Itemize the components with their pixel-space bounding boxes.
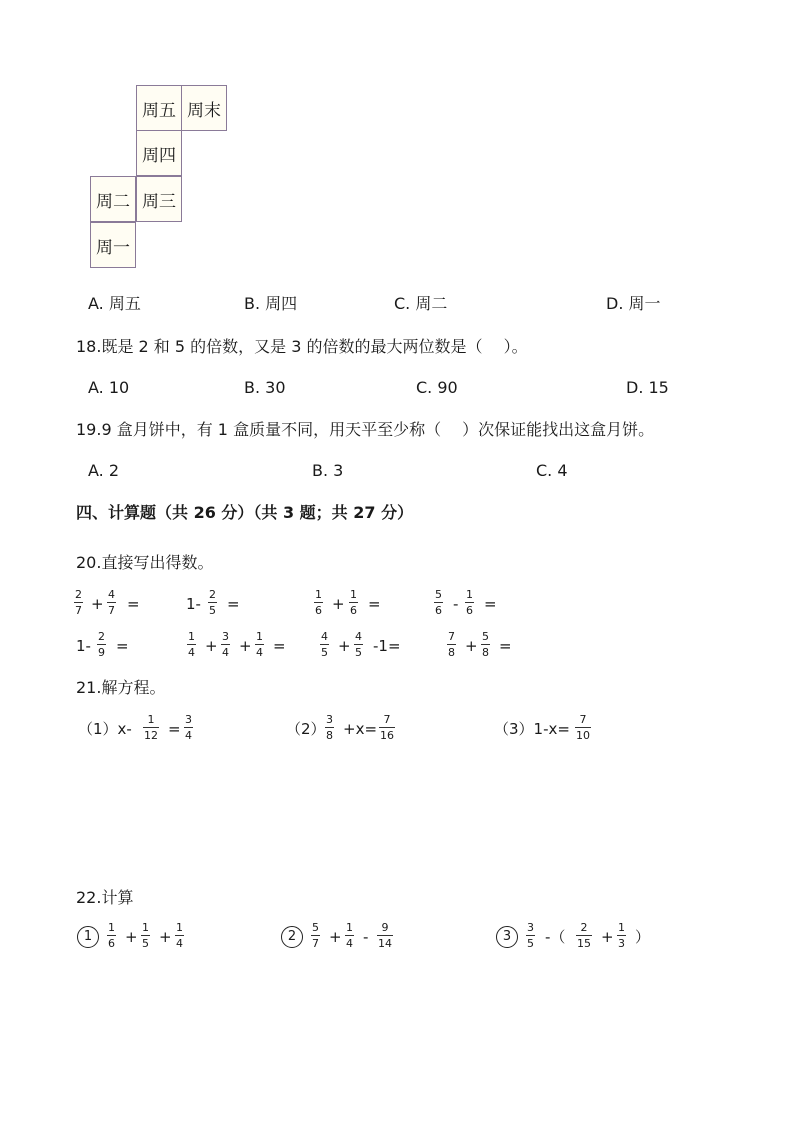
tail-text: -1= [373, 637, 401, 655]
fraction: 5 8 [482, 630, 489, 659]
q18-stem: 18.既是 2 和 5 的倍数，又是 3 的倍数的最大两位数是（ ）。 [76, 337, 528, 356]
fraction: 9 14 [378, 921, 392, 950]
fraction: 3 5 [527, 921, 534, 950]
net-cell-tue: 周二 [90, 176, 136, 222]
net-cell-mon: 周一 [90, 222, 136, 268]
q22-title: 22.计算 [76, 888, 134, 907]
net-cell-weekend: 周末 [181, 85, 227, 131]
close-paren: ） [635, 928, 651, 946]
equals-sign: = [484, 595, 497, 613]
q17-option-b[interactable]: B. 周四 [244, 294, 298, 313]
equation-label: （1）x- [78, 720, 132, 738]
equals-sign: = [273, 637, 286, 655]
fraction: 3 8 [326, 713, 333, 742]
fraction: 3 4 [222, 630, 229, 659]
operator: + [239, 637, 252, 655]
q17-option-d[interactable]: D. 周一 [606, 294, 661, 313]
equals-sign: = [168, 720, 181, 738]
fraction: 4 5 [355, 630, 362, 659]
q17-option-a[interactable]: A. 周五 [88, 294, 141, 313]
equals-sign: = [368, 595, 381, 613]
operator: + [125, 928, 138, 946]
fraction: 7 16 [380, 713, 394, 742]
q19-stem: 19.9 盒月饼中，有 1 盒质量不同，用天平至少称（ ）次保证能找出这盒月饼。 [76, 420, 655, 439]
operator: - [453, 595, 459, 613]
operator: + [338, 637, 351, 655]
operator: + [329, 928, 342, 946]
fraction: 1 4 [256, 630, 263, 659]
operator: + [601, 928, 614, 946]
q19-option-b[interactable]: B. 3 [312, 461, 344, 480]
q18-option-b[interactable]: B. 30 [244, 378, 286, 397]
circled-number: 1 [77, 926, 99, 948]
fraction: 1 4 [188, 630, 195, 659]
fraction: 3 4 [185, 713, 192, 742]
equation-middle: +x= [343, 720, 378, 738]
q19-option-a[interactable]: A. 2 [88, 461, 120, 480]
fraction: 1 12 [144, 713, 158, 742]
fraction: 1 6 [108, 921, 115, 950]
q21-title: 21.解方程。 [76, 678, 166, 697]
equation-label: （2） [286, 720, 326, 738]
equals-sign: = [227, 595, 240, 613]
fraction: 1 4 [346, 921, 353, 950]
operator: + [91, 595, 104, 613]
equals-sign: = [499, 637, 512, 655]
fraction: 4 5 [321, 630, 328, 659]
fraction: 7 10 [576, 713, 590, 742]
fraction: 2 15 [577, 921, 591, 950]
operator: + [205, 637, 218, 655]
q20-title: 20.直接写出得数。 [76, 553, 214, 572]
circled-number: 2 [281, 926, 303, 948]
fraction: 1 6 [315, 588, 322, 617]
fraction: 5 7 [312, 921, 319, 950]
prefix: 1- [76, 637, 91, 655]
equals-sign: = [127, 595, 140, 613]
net-cell-wed: 周三 [136, 176, 182, 222]
operator: + [159, 928, 172, 946]
equation-label: （3）1-x= [494, 720, 570, 738]
operator: -（ [545, 928, 566, 946]
fraction: 5 6 [435, 588, 442, 617]
operator: - [363, 928, 369, 946]
q18-option-c[interactable]: C. 90 [416, 378, 458, 397]
net-cell-thu: 周四 [136, 130, 182, 176]
equals-sign: = [116, 637, 129, 655]
fraction: 1 6 [466, 588, 473, 617]
fraction: 1 5 [142, 921, 149, 950]
fraction: 7 8 [448, 630, 455, 659]
circled-number: 3 [496, 926, 518, 948]
fraction: 1 4 [176, 921, 183, 950]
q18-option-d[interactable]: D. 15 [626, 378, 669, 397]
q19-option-c[interactable]: C. 4 [536, 461, 568, 480]
fraction: 2 7 [75, 588, 82, 617]
prefix: 1- [186, 595, 201, 613]
fraction: 4 7 [108, 588, 115, 617]
q17-option-c[interactable]: C. 周二 [394, 294, 448, 313]
fraction: 1 3 [618, 921, 625, 950]
fraction: 2 5 [209, 588, 216, 617]
operator: + [332, 595, 345, 613]
fraction: 1 6 [350, 588, 357, 617]
net-cell-fri: 周五 [136, 85, 182, 131]
q18-option-a[interactable]: A. 10 [88, 378, 130, 397]
operator: + [465, 637, 478, 655]
fraction: 2 9 [98, 630, 105, 659]
section4-heading: 四、计算题（共 26 分）（共 3 题；共 27 分） [76, 503, 414, 522]
